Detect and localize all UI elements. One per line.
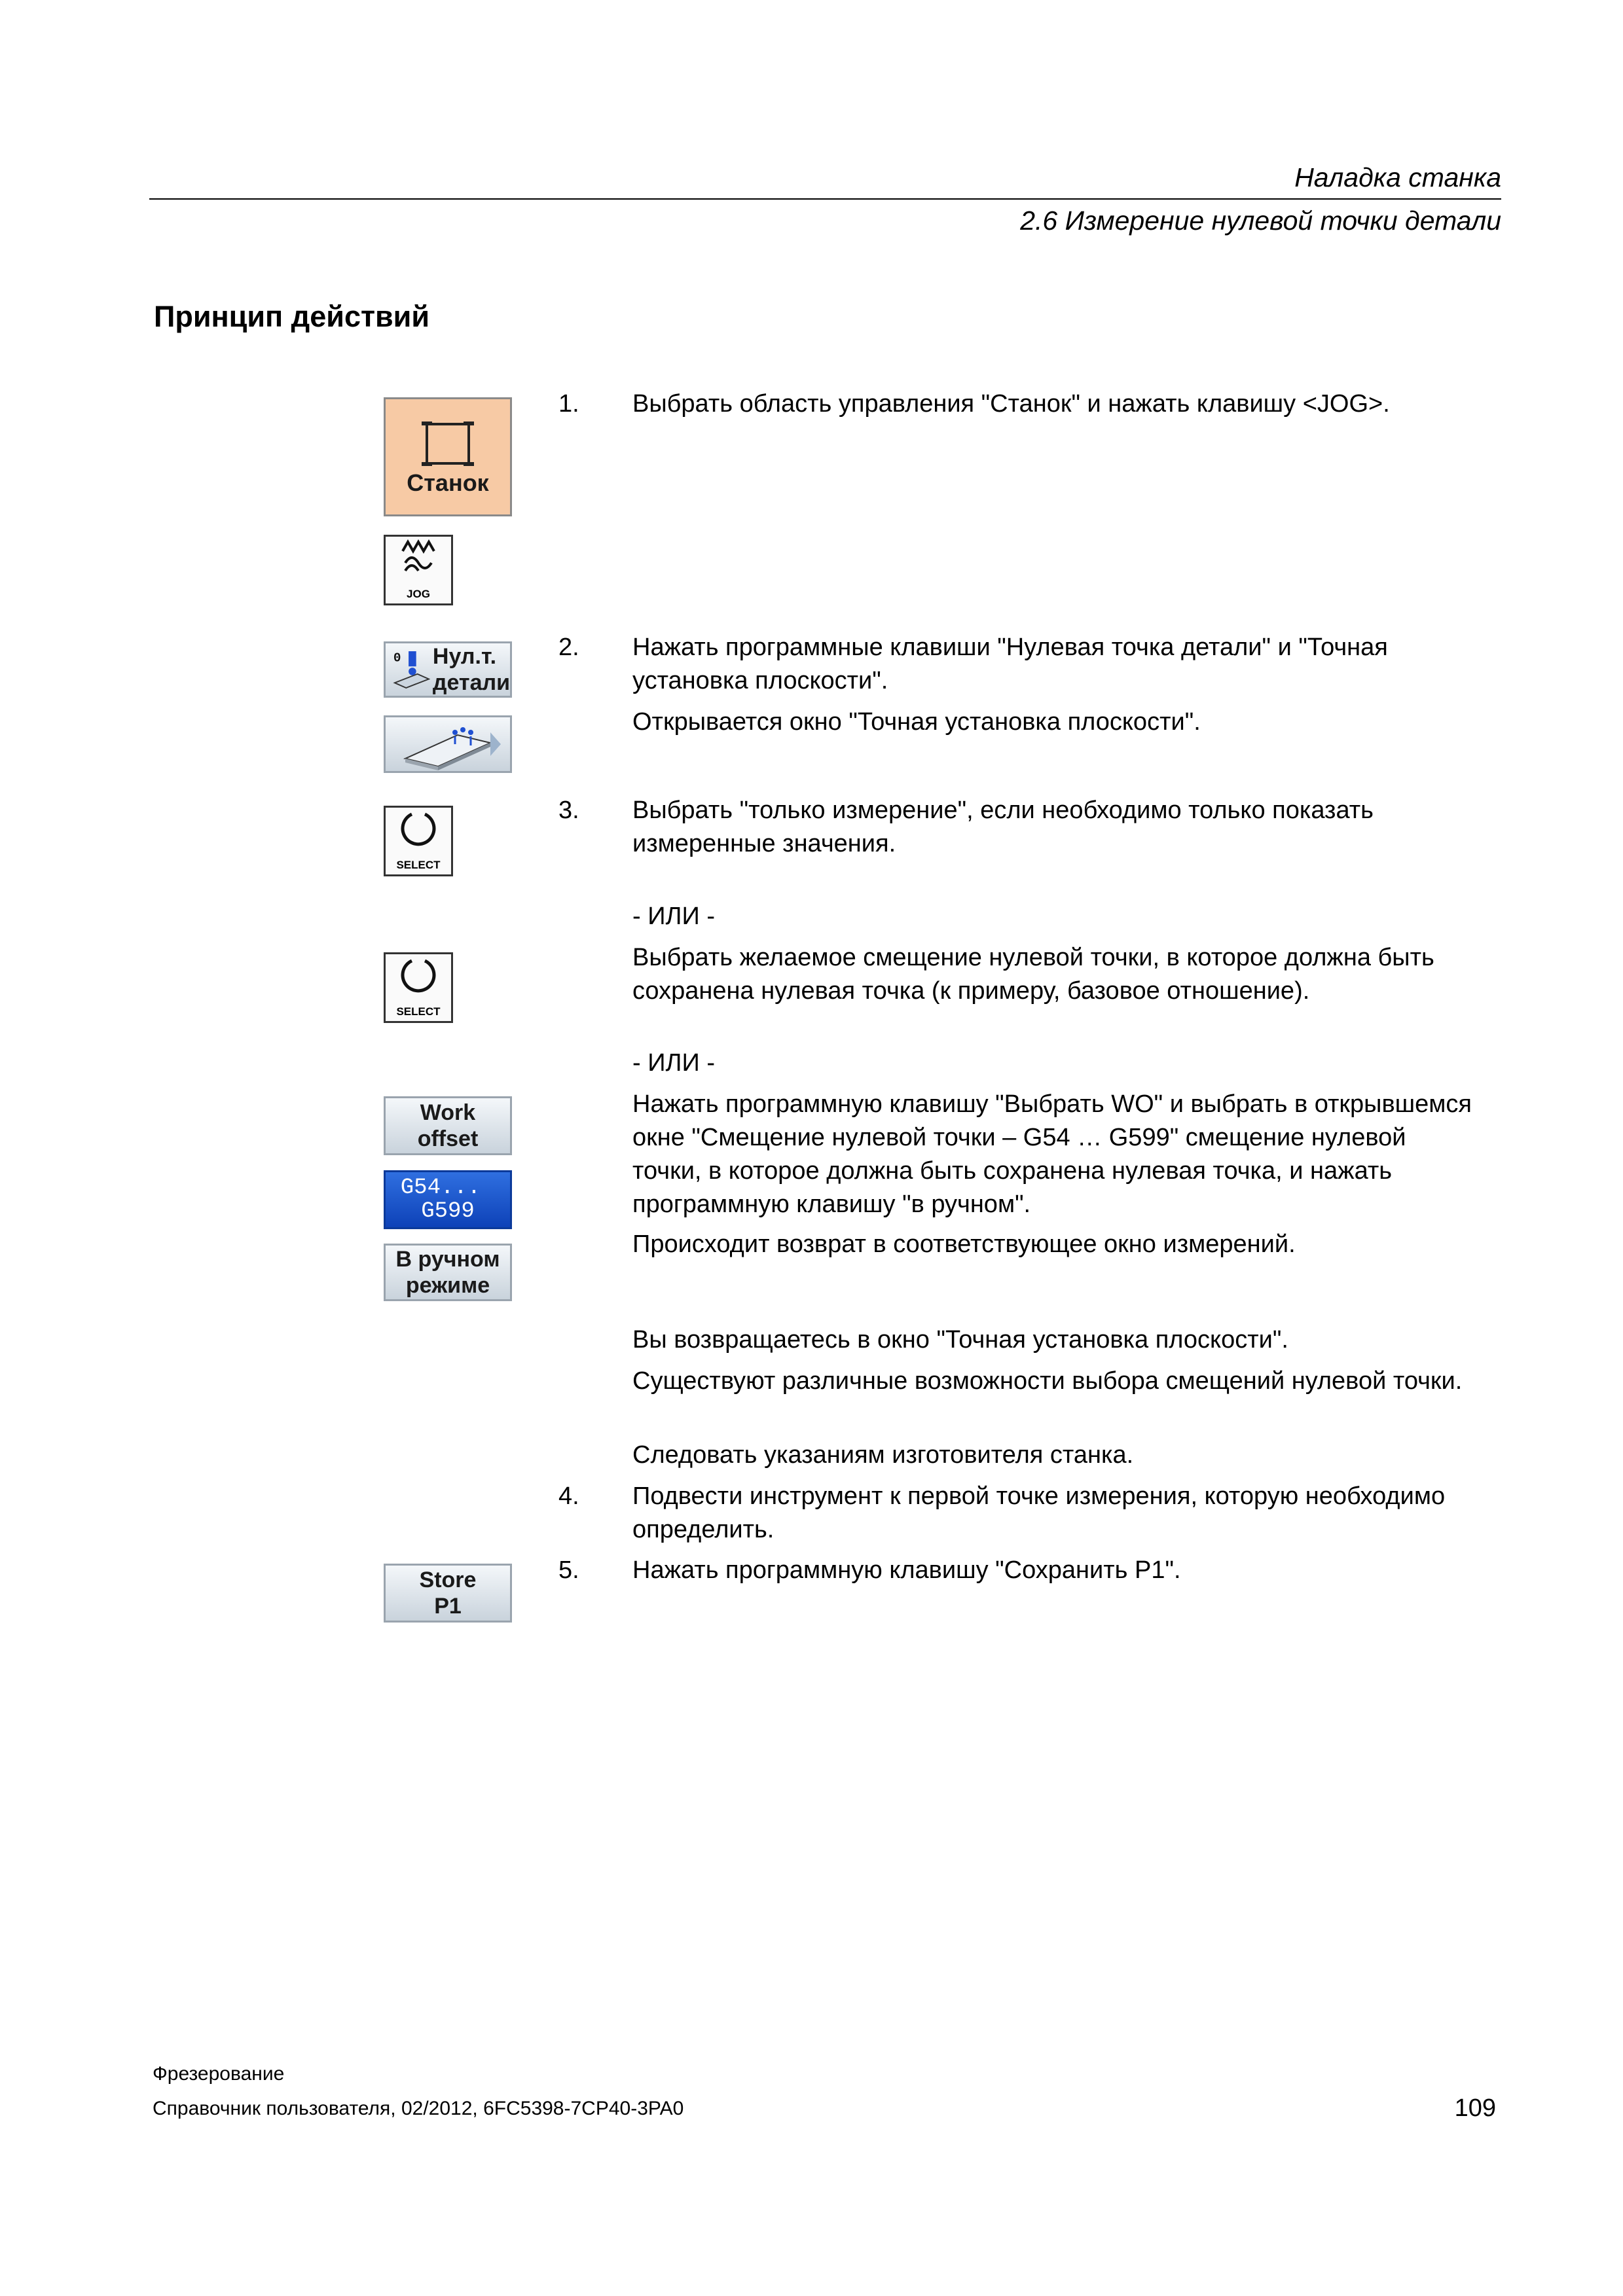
page-number: 109: [1454, 2094, 1496, 2122]
header-chapter: Наладка станка: [1294, 162, 1501, 192]
machine-key-label: Станок: [407, 469, 489, 496]
paragraph-follow: Следовать указаниям изготовителя станка.: [632, 1441, 1134, 1469]
g54-label-1: G54...: [400, 1175, 481, 1200]
step-text: Нажать программную клавишу "Сохранить Р1".: [632, 1556, 1181, 1584]
jog-icon: [399, 537, 438, 579]
work-offset-label-2: offset: [417, 1126, 479, 1151]
select-key-1[interactable]: [384, 806, 453, 876]
manual-label-1: В ручном: [395, 1247, 500, 1272]
work-offset-label-1: Work: [420, 1100, 476, 1125]
g54-g599-softkey[interactable]: [384, 1170, 512, 1229]
step-number: 5.: [558, 1556, 579, 1584]
manual-mode-softkey[interactable]: [384, 1244, 512, 1301]
plane-alignment-softkey[interactable]: [384, 715, 512, 773]
step-text: Нажать программные клавиши "Нулевая точка детали" и "Точная установка плоскости".: [632, 634, 1388, 694]
paragraph-options: Существуют различные возможности выбора смещений нулевой точки.: [632, 1367, 1463, 1395]
jog-key-label: JOG: [407, 588, 430, 600]
paragraph-return: Происходит возврат в соответствующее окно измерений.: [632, 1230, 1296, 1258]
paragraph-or: - ИЛИ -: [632, 1049, 715, 1077]
step-number: 1.: [558, 390, 579, 418]
machine-area-key[interactable]: [384, 397, 512, 516]
store-p1-softkey[interactable]: [384, 1564, 512, 1623]
zero-badge: 0: [393, 651, 401, 666]
paragraph-select-offset: Выбрать желаемое смещение нулевой точки, в которое должна быть сохранена нулевая точка (к примеру, базовое отношение).: [632, 944, 1434, 1005]
workpiece-zero-icon: [392, 647, 430, 692]
section-title: Принцип действий: [154, 300, 429, 333]
step-number: 2.: [558, 634, 579, 661]
footer-manual-info: Справочник пользователя, 02/2012, 6FC5398-7CP40-3PA0: [153, 2098, 684, 2119]
select-key-label: SELECT: [396, 1005, 441, 1018]
machine-icon: [422, 418, 474, 470]
plane-alignment-icon: [392, 718, 503, 770]
footer-product: Фрезерование: [153, 2063, 285, 2085]
header-section: 2.6 Измерение нулевой точки детали: [1020, 206, 1501, 236]
step-text: Подвести инструмент к первой точке измерения, которую необходимо определить.: [632, 1482, 1446, 1543]
paragraph-window-opens: Открывается окно "Точная установка плоскости".: [632, 708, 1201, 736]
zero-point-label-1: Нул.т.: [432, 644, 497, 669]
jog-key[interactable]: [384, 535, 453, 605]
select-key-label: SELECT: [396, 859, 441, 871]
store-label-2: P1: [434, 1594, 462, 1619]
step-number: 4.: [558, 1482, 579, 1510]
manual-label-2: режиме: [405, 1273, 490, 1298]
select-icon: [397, 808, 439, 850]
zero-point-label-2: детали: [432, 670, 510, 695]
paragraph-back: Вы возвращаетесь в окно "Точная установка плоскости".: [632, 1326, 1288, 1354]
step-text: Выбрать "только измерение", если необходимо только показать измеренные значения.: [632, 797, 1374, 857]
step-text: Выбрать область управления "Станок" и нажать клавишу <JOG>.: [632, 390, 1390, 418]
g54-label-2: G599: [421, 1199, 475, 1224]
paragraph-or: - ИЛИ -: [632, 903, 715, 930]
select-key-2[interactable]: [384, 952, 453, 1023]
work-offset-softkey[interactable]: [384, 1096, 512, 1155]
select-icon: [397, 954, 439, 996]
store-label-1: Store: [419, 1568, 477, 1592]
paragraph-press-wo: Нажать программную клавишу "Выбрать WO" и выбрать в открывшемся окне "Смещение нулевой точки – G54 … G599" смещение нулевой точки, в которое должна быть сохранена нулевая точка, и нажать программную клавишу "в ручном".: [632, 1090, 1472, 1218]
header-rule: [149, 198, 1501, 200]
step-number: 3.: [558, 797, 579, 824]
zero-point-softkey[interactable]: [384, 641, 512, 698]
